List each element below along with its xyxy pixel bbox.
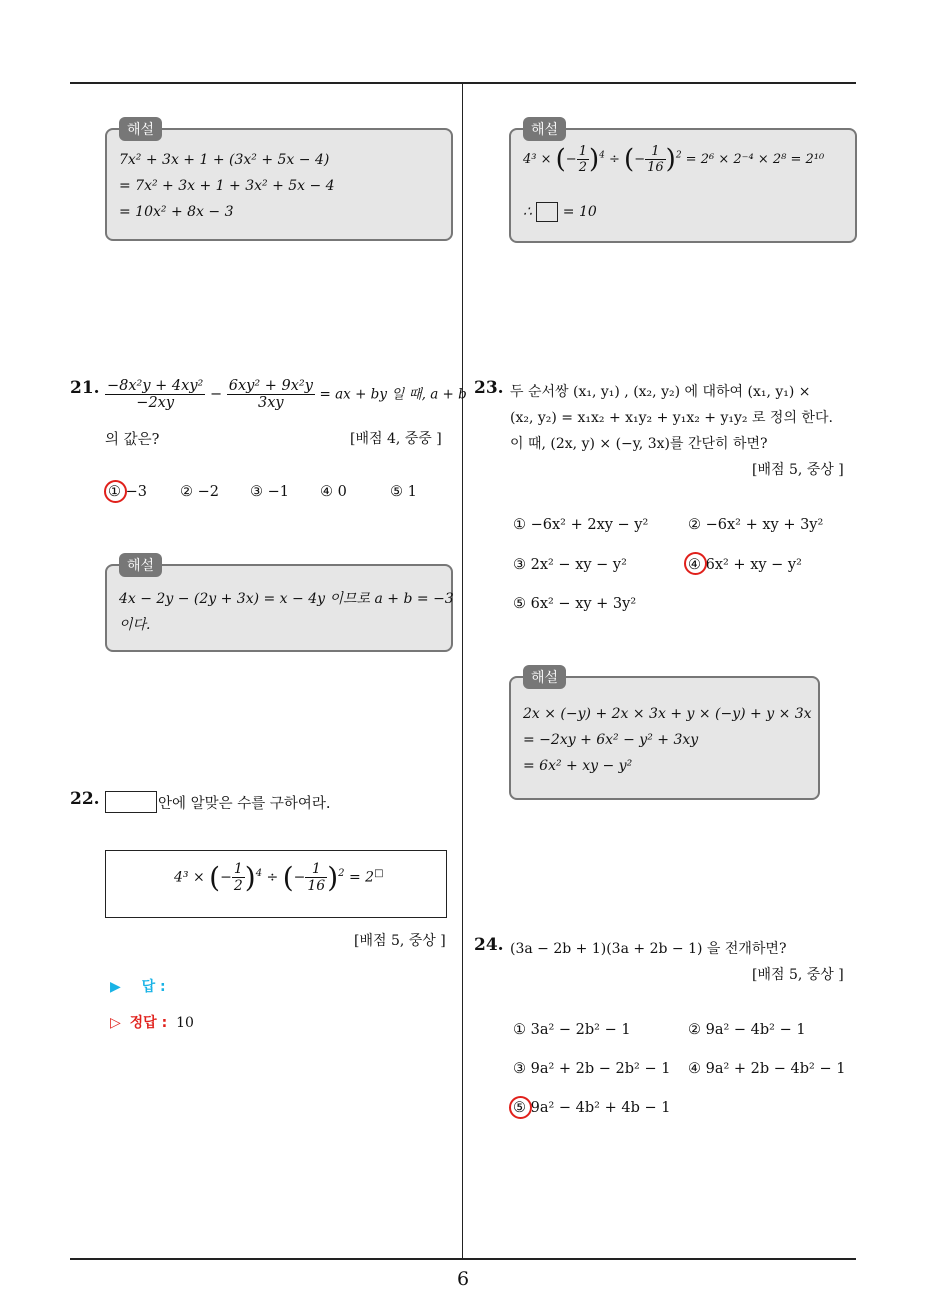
top-rule [70, 82, 856, 84]
q23-option-3[interactable]: ③ 2x² − xy − y² [513, 557, 627, 573]
denominator: −2xy [136, 395, 175, 411]
fraction [232, 861, 245, 894]
question-21-expression [105, 378, 467, 411]
expr-part: ÷ [604, 152, 625, 167]
answer-mark-circle [509, 1096, 532, 1119]
answer-blank-box [105, 791, 157, 813]
solution-tag: 해설 [523, 665, 566, 689]
q24-option-3[interactable]: ③ 9a² + 2b − 2b² − 1 [513, 1061, 671, 1077]
solution-line: 2x × (−y) + 2x × 3x + y × (−y) + y × 3x [523, 706, 812, 722]
numerator: 1 [305, 861, 327, 878]
therefore-symbol: ∴ [523, 204, 537, 220]
expr-part: = 10 [558, 204, 597, 220]
answer-mark-circle [104, 480, 127, 503]
solution-box-q22 [509, 122, 857, 243]
q24-option-1[interactable]: ① 3a² − 2b² − 1 [513, 1022, 631, 1038]
numerator: 6xy² + 9x²y [228, 378, 313, 394]
solution-tag: 해설 [119, 553, 162, 577]
denominator: 2 [578, 160, 587, 175]
question-22-text: 안에 알맞은 수를 구하여라. [158, 796, 331, 812]
question-23-meta: [배점 5, 중상 ] [752, 462, 844, 478]
question-21-meta: [배점 4, 중중 ] [350, 431, 442, 447]
solution-line: = 6x² + xy − y² [523, 758, 633, 774]
bottom-rule [70, 1258, 856, 1260]
q21-option-5[interactable]: ⑤ 1 [390, 484, 417, 500]
solution-line: = 10x² + 8x − 3 [119, 204, 234, 220]
fraction [645, 144, 666, 175]
answer-row [110, 976, 166, 996]
expr-part: = 2⁶ × 2⁻⁴ × 2⁸ = 2¹⁰ [681, 152, 825, 167]
solution-tag: 해설 [523, 117, 566, 141]
question-22-expression-frame [105, 850, 447, 918]
solution-box-q20 [105, 122, 453, 241]
question-24-text: (3a − 2b + 1)(3a + 2b − 1) 을 전개하면? [510, 941, 787, 957]
q24-option-5[interactable]: ⑤ 9a² − 4b² + 4b − 1 [513, 1100, 671, 1116]
blank-square [536, 202, 558, 222]
solution-line [523, 202, 597, 222]
q23-option-4[interactable]: ④ 6x² + xy − y² [688, 557, 802, 573]
solution-line: = −2xy + 6x² − y² + 3xy [523, 732, 699, 748]
q21-option-1[interactable]: ① −3 [108, 484, 147, 500]
question-number-23: 23. [474, 378, 504, 398]
operator: − [209, 386, 223, 403]
question-22-meta: [배점 5, 중상 ] [354, 933, 446, 949]
question-23-line1: 두 순서쌍 (x₁, y₁) , (x₂, y₂) 에 대하여 (x₁, y₁) × [510, 384, 811, 400]
q21-option-3[interactable]: ③ −1 [250, 484, 289, 500]
question-23-line2: (x₂, y₂) = x₁x₂ + x₁y₂ + y₁x₂ + y₁y₂ 로 정의 한다. [510, 410, 833, 426]
numerator: −8x²y + 4xy² [107, 378, 204, 394]
fraction [227, 378, 315, 411]
solution-box-q23 [509, 670, 820, 800]
question-21-line2: 의 값은? [105, 432, 160, 448]
solution-line: = 7x² + 3x + 1 + 3x² + 5x − 4 [119, 178, 335, 194]
question-number-21: 21. [70, 378, 100, 398]
q23-option-5[interactable]: ⑤ 6x² − xy + 3y² [513, 596, 637, 612]
page-number: 6 [456, 1268, 470, 1290]
fraction [105, 378, 205, 411]
answer-mark-circle [684, 552, 707, 575]
solution-line: 7x² + 3x + 1 + (3x² + 5x − 4) [119, 152, 330, 168]
question-24-meta: [배점 5, 중상 ] [752, 967, 844, 983]
denominator: 16 [307, 878, 326, 894]
solution-line: 이다. [119, 617, 151, 633]
question-number-22: 22. [70, 789, 100, 809]
denominator: 16 [647, 160, 664, 175]
numerator: 1 [645, 144, 666, 160]
q24-option-2[interactable]: ② 9a² − 4b² − 1 [688, 1022, 806, 1038]
q21-option-2[interactable]: ② −2 [180, 484, 219, 500]
q23-option-2[interactable]: ② −6x² + xy + 3y² [688, 517, 824, 533]
denominator: 3xy [258, 395, 284, 411]
question-22-expression: 4³ × (− $\frac{1}{2}$ )$^4$ ÷ (− $\frac{1}{16}$ )$^2$ = 2□ [174, 861, 384, 894]
fraction [577, 144, 589, 175]
correct-answer-row [110, 1012, 194, 1032]
column-divider [462, 83, 463, 1259]
expr-part: 4³ × [174, 869, 210, 886]
question-23-line3: 이 때, (2x, y) × (−y, 3x)를 간단히 하면? [510, 436, 768, 452]
numerator: 1 [578, 144, 587, 159]
expr-part: 4³ × [523, 152, 556, 167]
solution-line: 4x − 2y − (2y + 3x) = x − 4y 이므로 a + b = −3 [119, 591, 454, 607]
question-number-24: 24. [474, 935, 504, 955]
q24-option-4[interactable]: ④ 9a² + 2b − 4b² − 1 [688, 1061, 846, 1077]
expr-part: = 2 [344, 869, 375, 886]
q21-option-4[interactable]: ④ 0 [320, 484, 347, 500]
denominator: 2 [233, 878, 243, 894]
solution-tag: 해설 [119, 117, 162, 141]
answer-label: 답 : [141, 979, 166, 995]
play-triangle-icon: ▶ [110, 979, 121, 995]
solution-line: 4³ × (− $\frac{1}{2}$ )$^4$ ÷ (− $\frac{1}{16}$ )$^2$ = 2⁶ × 2⁻⁴ × 2⁸ = 2¹⁰ [523, 144, 825, 175]
expr-part: ÷ [262, 869, 283, 886]
solution-box-q21 [105, 558, 454, 652]
correct-value: 10 [176, 1015, 194, 1031]
numerator: 1 [233, 861, 243, 877]
correct-label: 정답 : [129, 1015, 168, 1031]
outline-triangle-icon: ▷ [110, 1015, 121, 1031]
q23-option-1[interactable]: ① −6x² + 2xy − y² [513, 517, 649, 533]
fraction [305, 861, 327, 894]
question-text: = ax + by 일 때, a + b [319, 386, 467, 403]
